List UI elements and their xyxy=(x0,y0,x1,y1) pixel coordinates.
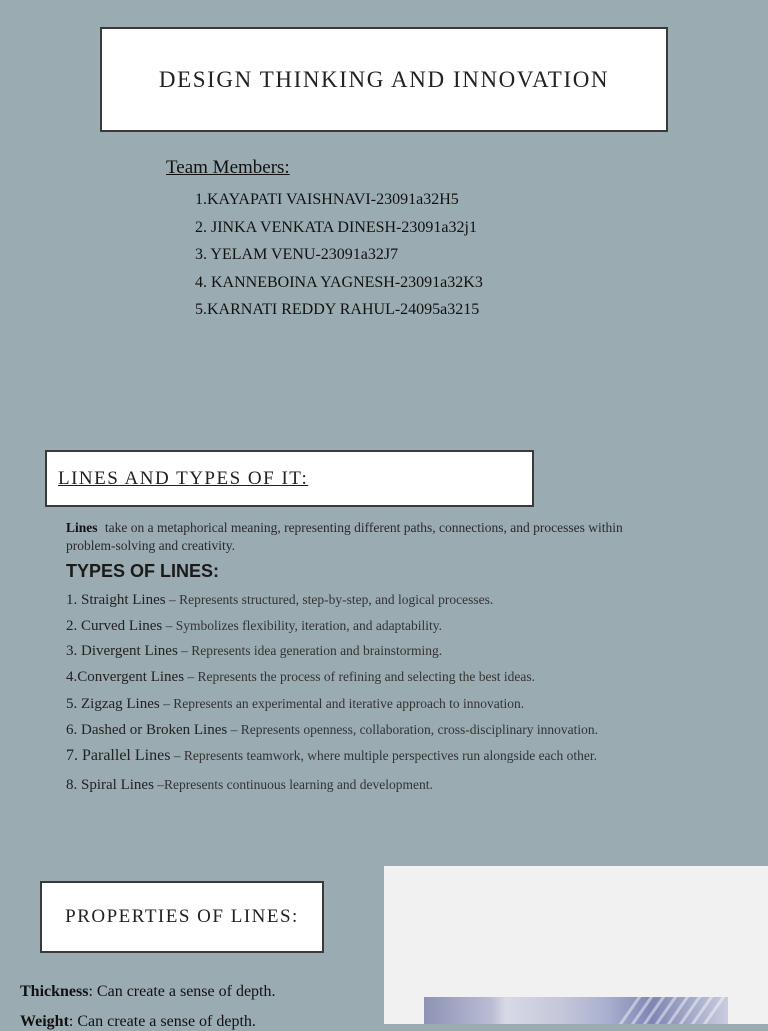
line-type-desc: – Represents openness, collaboration, cross-disciplinary innovation. xyxy=(227,722,599,737)
property-label: Weight xyxy=(20,1013,69,1030)
property-item xyxy=(20,1013,256,1031)
property-item xyxy=(20,983,276,1001)
lines-intro-text: take on a metaphorical meaning, representing different paths, connections, and processes within problem-solving and creativity. xyxy=(66,520,623,553)
properties-heading: PROPERTIES OF LINES: xyxy=(65,906,299,927)
property-label: Thickness xyxy=(20,983,89,1000)
title-box xyxy=(100,27,668,132)
properties-heading-box xyxy=(40,881,324,953)
team-member: 2. JINKA VENKATA DINESH-23091a32j1 xyxy=(195,219,477,236)
team-member: 5.KARNATI REDDY RAHUL-24095a3215 xyxy=(195,301,480,318)
line-type-item xyxy=(66,721,598,739)
types-of-lines-heading: TYPES OF LINES: xyxy=(66,561,220,581)
line-type-name: 8. Spiral Lines xyxy=(66,777,154,793)
line-type-name: 4.Convergent Lines xyxy=(66,669,185,685)
line-type-desc: – Represents teamwork, where multiple perspectives run alongside each other. xyxy=(170,748,598,763)
team-member: 4. KANNEBOINA YAGNESH-23091a32K3 xyxy=(195,274,483,291)
property-text: : Can create a sense of depth. xyxy=(68,1013,256,1030)
team-members-heading: Team Members: xyxy=(166,157,290,178)
line-type-item xyxy=(66,642,442,660)
line-type-desc: – Represents structured, step-by-step, and logical processes. xyxy=(165,592,494,607)
line-type-desc: –Represents continuous learning and development. xyxy=(153,777,433,792)
line-type-desc: – Represents the process of refining and selecting the best ideas. xyxy=(184,669,535,684)
line-type-item xyxy=(66,668,535,686)
line-type-name: 2. Curved Lines xyxy=(66,618,163,634)
line-type-item xyxy=(66,617,442,635)
lines-intro xyxy=(66,519,626,555)
line-type-desc: – Represents an experimental and iterative approach to innovation. xyxy=(159,696,525,711)
line-type-desc: – Represents idea generation and brainstorming. xyxy=(177,643,443,658)
line-type-name: 6. Dashed or Broken Lines xyxy=(66,722,228,738)
lines-section-heading-box xyxy=(45,450,534,507)
line-type-item xyxy=(66,591,493,609)
page-title: DESIGN THINKING AND INNOVATION xyxy=(158,66,610,92)
property-text: : Can create a sense of depth. xyxy=(88,983,276,1000)
line-type-item xyxy=(66,695,524,713)
lines-intro-bold: Lines xyxy=(66,520,98,535)
team-member: 3. YELAM VENU-23091a32J7 xyxy=(195,246,399,263)
line-type-name: 5. Zigzag Lines xyxy=(66,696,160,712)
line-type-desc: – Symbolizes flexibility, iteration, and adaptability. xyxy=(162,618,443,633)
image-stripe xyxy=(607,997,644,1024)
team-member: 1.KAYAPATI VAISHNAVI-23091a32H5 xyxy=(195,191,459,208)
line-type-name: 7. Parallel Lines xyxy=(66,747,171,764)
line-type-name: 1. Straight Lines xyxy=(66,592,166,608)
line-type-name: 3. Divergent Lines xyxy=(66,643,178,659)
line-type-item xyxy=(66,747,597,765)
line-type-item xyxy=(66,776,433,794)
lines-section-heading: LINES AND TYPES OF IT: xyxy=(58,467,309,489)
decorative-image xyxy=(424,997,728,1024)
